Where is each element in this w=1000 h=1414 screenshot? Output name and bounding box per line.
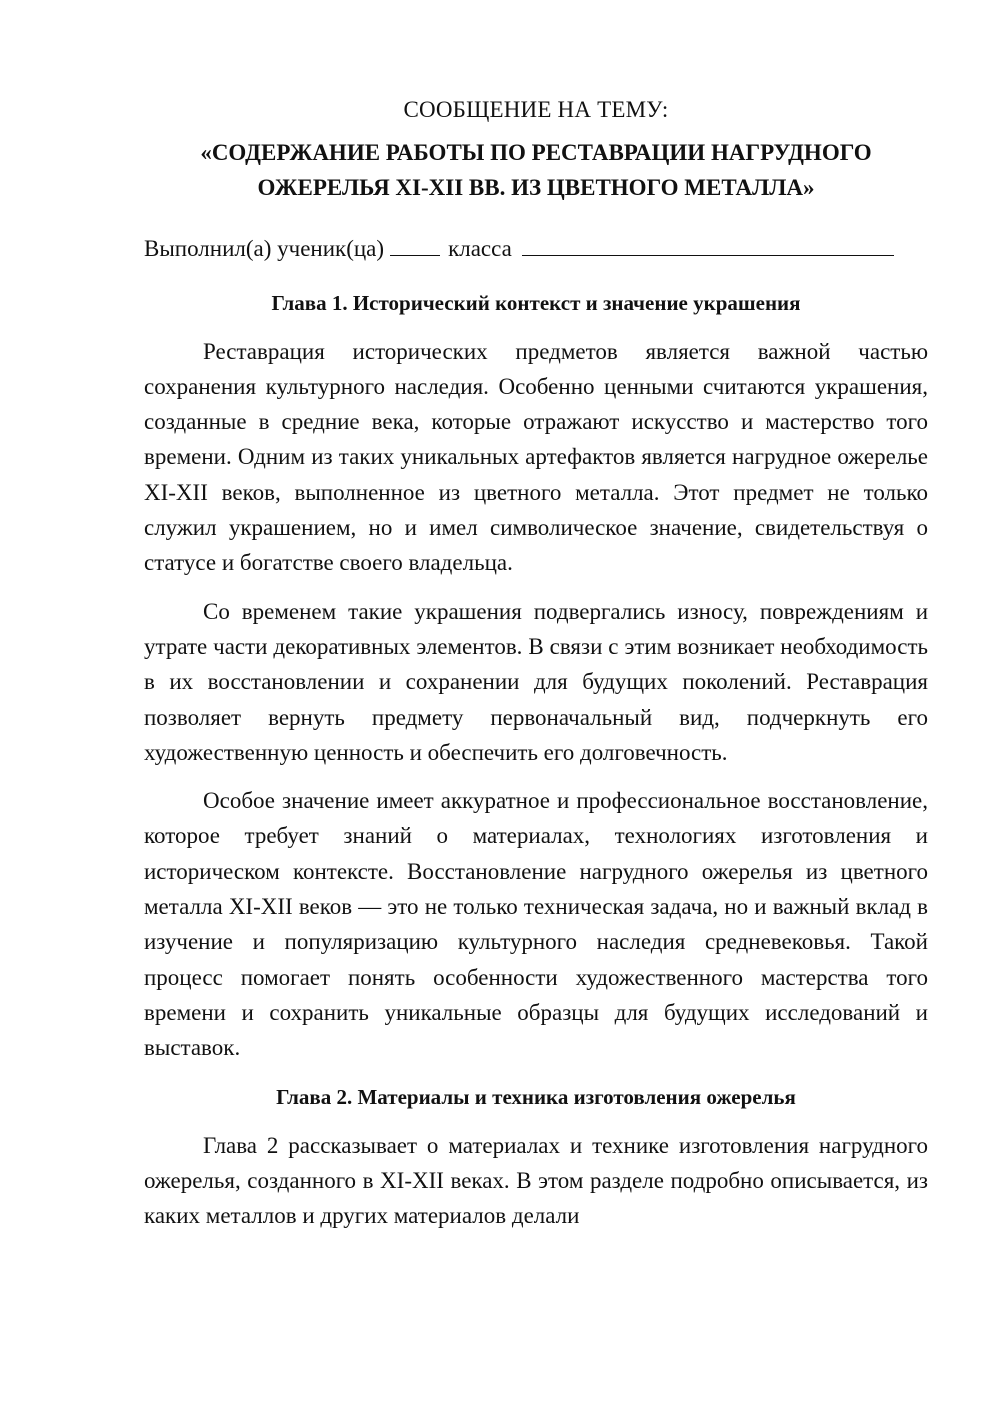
author-line xyxy=(144,229,928,266)
chapter-1-paragraph-1: Реставрация исторических предметов является важной частью сохранения культурного наследия. Особенно ценными считаются украшения, созданные в средние века, которые отражают искусство и мастерство того времени. Одним из таких уникальных артефактов является нагрудное ожерелье XI-XII веков, выполненное из цветного металла. Этот предмет не только служил украшением, но и имел символическое значение, свидетельствуя о статусе и богатстве своего владельца. xyxy=(144,338,928,576)
class-number-blank xyxy=(390,229,440,256)
chapter-1-paragraph-3: Особое значение имеет аккуратное и профессиональное восстановление, которое требует знаний о материалах, технологиях изготовления и историческом контексте. Восстановление нагрудного ожерелья из цветного металла XI-XII веков — это не только техническая задача, но и важный вклад в изучение и популяризацию культурного наследия средневековья. Такой процесс помогает понять особенности художественного мастерства того времени и сохранить уникальные образцы для будущих исследований и выставок. xyxy=(144,788,928,1061)
class-label: класса xyxy=(448,236,512,262)
chapter-1-paragraph-2: Со временем такие украшения подвергались износу, повреждениям и утрате части декоративных элементов. В связи с этим возникает необходимость в их восстановлении и сохранении для будущих поколений. Реставрация позволяет вернуть предмету первоначальный вид, подчеркнуть его художественную ценность и обеспечить его долговечность. xyxy=(144,598,928,765)
chapter-2-heading: Глава 2. Материалы и техника изготовления ожерелья xyxy=(276,1084,796,1109)
document-kicker: СООБЩЕНИЕ НА ТЕМУ: xyxy=(403,97,669,122)
document-title: «СОДЕРЖАНИЕ РАБОТЫ ПО РЕСТАВРАЦИИ НАГРУДНОГО ОЖЕРЕЛЬЯ XI-XII ВВ. ИЗ ЦВЕТНОГО МЕТАЛЛА» xyxy=(200,140,872,201)
chapter-2-paragraph-1: Глава 2 рассказывает о материалах и технике изготовления нагрудного ожерелья, созданного в XI-XII веках. В этом разделе подробно описывается, из каких металлов и других материалов делали xyxy=(144,1132,928,1229)
document-page xyxy=(144,92,928,1233)
chapter-1-heading: Глава 1. Исторический контекст и значение украшения xyxy=(271,290,801,315)
author-prefix: Выполнил(а) ученик(ца) xyxy=(144,236,385,262)
author-name-blank xyxy=(522,229,894,256)
